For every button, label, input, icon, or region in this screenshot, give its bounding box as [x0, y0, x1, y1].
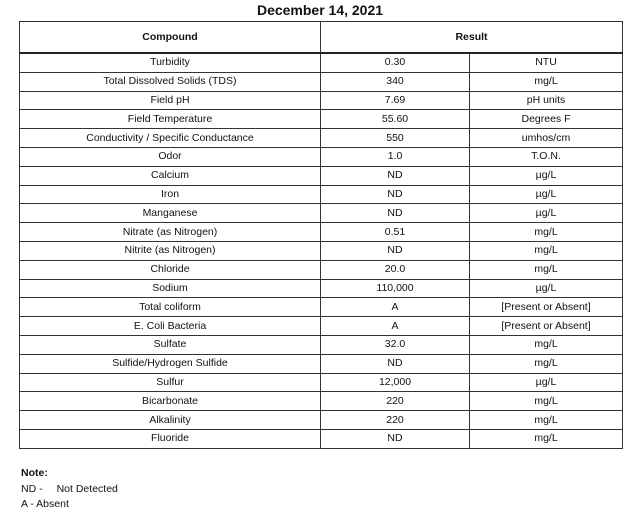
table-row: [20, 129, 623, 148]
table-row: [20, 147, 623, 166]
compound-cell: Chloride: [20, 260, 321, 279]
unit-cell: mg/L: [470, 354, 623, 373]
table-row: [20, 279, 623, 298]
page-title: December 14, 2021: [256, 2, 384, 18]
result-value-cell: 1.0: [321, 147, 470, 166]
result-header: Result: [321, 22, 623, 54]
result-value-cell: 55.60: [321, 110, 470, 129]
table-row: [20, 373, 623, 392]
compound-cell: E. Coli Bacteria: [20, 317, 321, 336]
compound-cell: Nitrate (as Nitrogen): [20, 223, 321, 242]
compound-cell: Sulfur: [20, 373, 321, 392]
table-row: [20, 91, 623, 110]
compound-cell: Total Dissolved Solids (TDS): [20, 72, 321, 91]
unit-cell: Degrees F: [470, 110, 623, 129]
compound-cell: Total coliform: [20, 298, 321, 317]
result-value-cell: ND: [321, 429, 470, 448]
compound-header: Compound: [20, 22, 321, 54]
compound-cell: Field Temperature: [20, 110, 321, 129]
unit-cell: mg/L: [470, 335, 623, 354]
header-row: [20, 22, 623, 54]
note-absent: A - Absent: [21, 498, 69, 510]
result-value-cell: 32.0: [321, 335, 470, 354]
result-value-cell: 550: [321, 129, 470, 148]
table-row: [20, 317, 623, 336]
unit-cell: mg/L: [470, 260, 623, 279]
unit-cell: µg/L: [470, 166, 623, 185]
result-value-cell: 340: [321, 72, 470, 91]
compound-cell: Bicarbonate: [20, 392, 321, 411]
compound-cell: Odor: [20, 147, 321, 166]
unit-cell: mg/L: [470, 392, 623, 411]
table-row: [20, 241, 623, 260]
table-row: [20, 392, 623, 411]
compound-cell: Nitrite (as Nitrogen): [20, 241, 321, 260]
note-title: Note:: [21, 467, 48, 479]
unit-cell: T.O.N.: [470, 147, 623, 166]
unit-cell: mg/L: [470, 411, 623, 430]
result-value-cell: 0.30: [321, 53, 470, 72]
compound-cell: Turbidity: [20, 53, 321, 72]
table-row: [20, 185, 623, 204]
unit-cell: umhos/cm: [470, 129, 623, 148]
table-row: [20, 53, 623, 72]
unit-cell: mg/L: [470, 241, 623, 260]
table-row: [20, 204, 623, 223]
table-row: [20, 335, 623, 354]
result-value-cell: ND: [321, 354, 470, 373]
unit-cell: mg/L: [470, 223, 623, 242]
note-nd: [21, 483, 118, 496]
result-value-cell: 12,000: [321, 373, 470, 392]
result-value-cell: 110,000: [321, 279, 470, 298]
table-row: [20, 166, 623, 185]
table-row: [20, 298, 623, 317]
result-value-cell: ND: [321, 166, 470, 185]
table-header: [20, 22, 623, 54]
compound-cell: Fluoride: [20, 429, 321, 448]
table-body: [20, 53, 623, 448]
result-value-cell: 20.0: [321, 260, 470, 279]
results-table: [19, 21, 623, 449]
compound-cell: Field pH: [20, 91, 321, 110]
result-value-cell: ND: [321, 204, 470, 223]
unit-cell: mg/L: [470, 429, 623, 448]
unit-cell: µg/L: [470, 373, 623, 392]
unit-cell: [Present or Absent]: [470, 298, 623, 317]
result-value-cell: A: [321, 298, 470, 317]
compound-cell: Sulfate: [20, 335, 321, 354]
result-value-cell: A: [321, 317, 470, 336]
table-row: [20, 223, 623, 242]
result-value-cell: 220: [321, 392, 470, 411]
compound-cell: Conductivity / Specific Conductance: [20, 129, 321, 148]
table-row: [20, 72, 623, 91]
compound-cell: Iron: [20, 185, 321, 204]
table-row: [20, 260, 623, 279]
result-value-cell: 220: [321, 411, 470, 430]
unit-cell: [Present or Absent]: [470, 317, 623, 336]
note-nd-abbr: ND -: [21, 483, 43, 495]
compound-cell: Manganese: [20, 204, 321, 223]
compound-cell: Calcium: [20, 166, 321, 185]
result-value-cell: 0.51: [321, 223, 470, 242]
unit-cell: pH units: [470, 91, 623, 110]
result-value-cell: 7.69: [321, 91, 470, 110]
unit-cell: µg/L: [470, 185, 623, 204]
unit-cell: mg/L: [470, 72, 623, 91]
unit-cell: NTU: [470, 53, 623, 72]
unit-cell: µg/L: [470, 204, 623, 223]
compound-cell: Sodium: [20, 279, 321, 298]
result-value-cell: ND: [321, 241, 470, 260]
compound-cell: Alkalinity: [20, 411, 321, 430]
table-row: [20, 354, 623, 373]
table-row: [20, 429, 623, 448]
note-nd-text: Not Detected: [56, 483, 118, 495]
result-value-cell: ND: [321, 185, 470, 204]
table-row: [20, 110, 623, 129]
unit-cell: µg/L: [470, 279, 623, 298]
table-row: [20, 411, 623, 430]
compound-cell: Sulfide/Hydrogen Sulfide: [20, 354, 321, 373]
